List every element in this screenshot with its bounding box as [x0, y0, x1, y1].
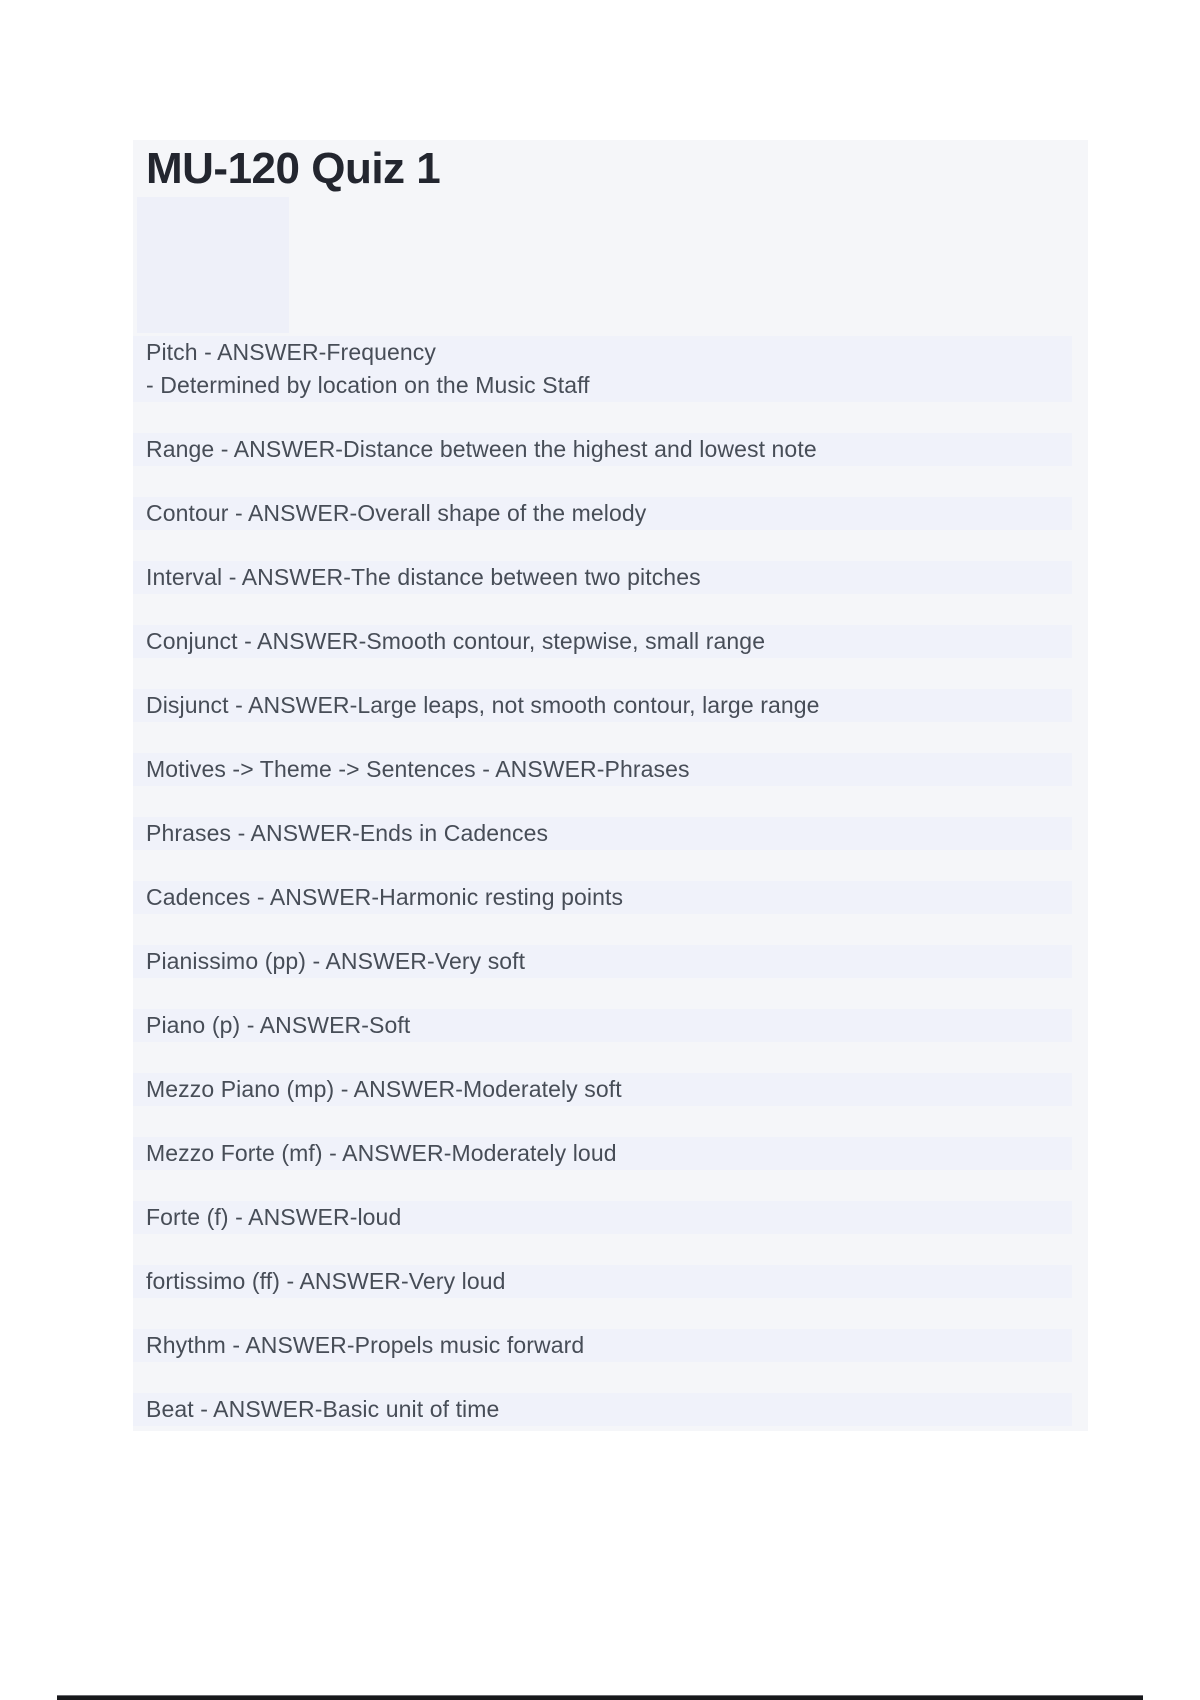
- definition-line: Beat - ANSWER-Basic unit of time: [146, 1396, 500, 1422]
- definition-line: Disjunct - ANSWER-Large leaps, not smooth contour, large range: [146, 692, 820, 718]
- definition-line: Contour - ANSWER-Overall shape of the melody: [146, 500, 647, 526]
- definition-line: Pitch - ANSWER-Frequency: [146, 339, 436, 365]
- definition-row: [133, 561, 1072, 594]
- definition-line: Interval - ANSWER-The distance between two pitches: [146, 564, 701, 590]
- definition-row: [133, 1201, 1072, 1234]
- definition-row: [133, 1009, 1072, 1042]
- definition-line: Mezzo Forte (mf) - ANSWER-Moderately loud: [146, 1140, 617, 1166]
- definition-row: [133, 433, 1072, 466]
- page-title: MU-120 Quiz 1: [146, 144, 441, 193]
- definition-line: Cadences - ANSWER-Harmonic resting points: [146, 884, 624, 910]
- definition-row: [133, 689, 1072, 722]
- definition-row: [133, 1329, 1072, 1362]
- definition-row: [133, 881, 1072, 914]
- definition-line: Pianissimo (pp) - ANSWER-Very soft: [146, 948, 526, 974]
- definition-line: Range - ANSWER-Distance between the highest and lowest note: [146, 436, 817, 462]
- definition-line: Conjunct - ANSWER-Smooth contour, stepwise, small range: [146, 628, 766, 654]
- definition-line: Mezzo Piano (mp) - ANSWER-Moderately soft: [146, 1076, 622, 1102]
- definition-row: [133, 625, 1072, 658]
- definition-row: [133, 1393, 1072, 1426]
- definition-line: Rhythm - ANSWER-Propels music forward: [146, 1332, 585, 1358]
- definition-row: [133, 1137, 1072, 1170]
- next-page-divider: [57, 1695, 1143, 1700]
- definition-row: [133, 945, 1072, 978]
- definition-row: [133, 753, 1072, 786]
- definition-line: fortissimo (ff) - ANSWER-Very loud: [146, 1268, 506, 1294]
- definition-row: [133, 336, 1072, 402]
- definition-row: [133, 817, 1072, 850]
- definition-row: [133, 497, 1072, 530]
- definition-line: Forte (f) - ANSWER-loud: [146, 1204, 402, 1230]
- definition-line: Phrases - ANSWER-Ends in Cadences: [146, 820, 549, 846]
- definition-line: - Determined by location on the Music Staff: [146, 372, 590, 398]
- definition-line: Motives -> Theme -> Sentences - ANSWER-Phrases: [146, 756, 690, 782]
- definitions-list: [133, 336, 1072, 1457]
- definition-line: Piano (p) - ANSWER-Soft: [146, 1012, 411, 1038]
- definition-row: [133, 1265, 1072, 1298]
- definition-row: [133, 1073, 1072, 1106]
- faint-watermark-area: [137, 197, 289, 333]
